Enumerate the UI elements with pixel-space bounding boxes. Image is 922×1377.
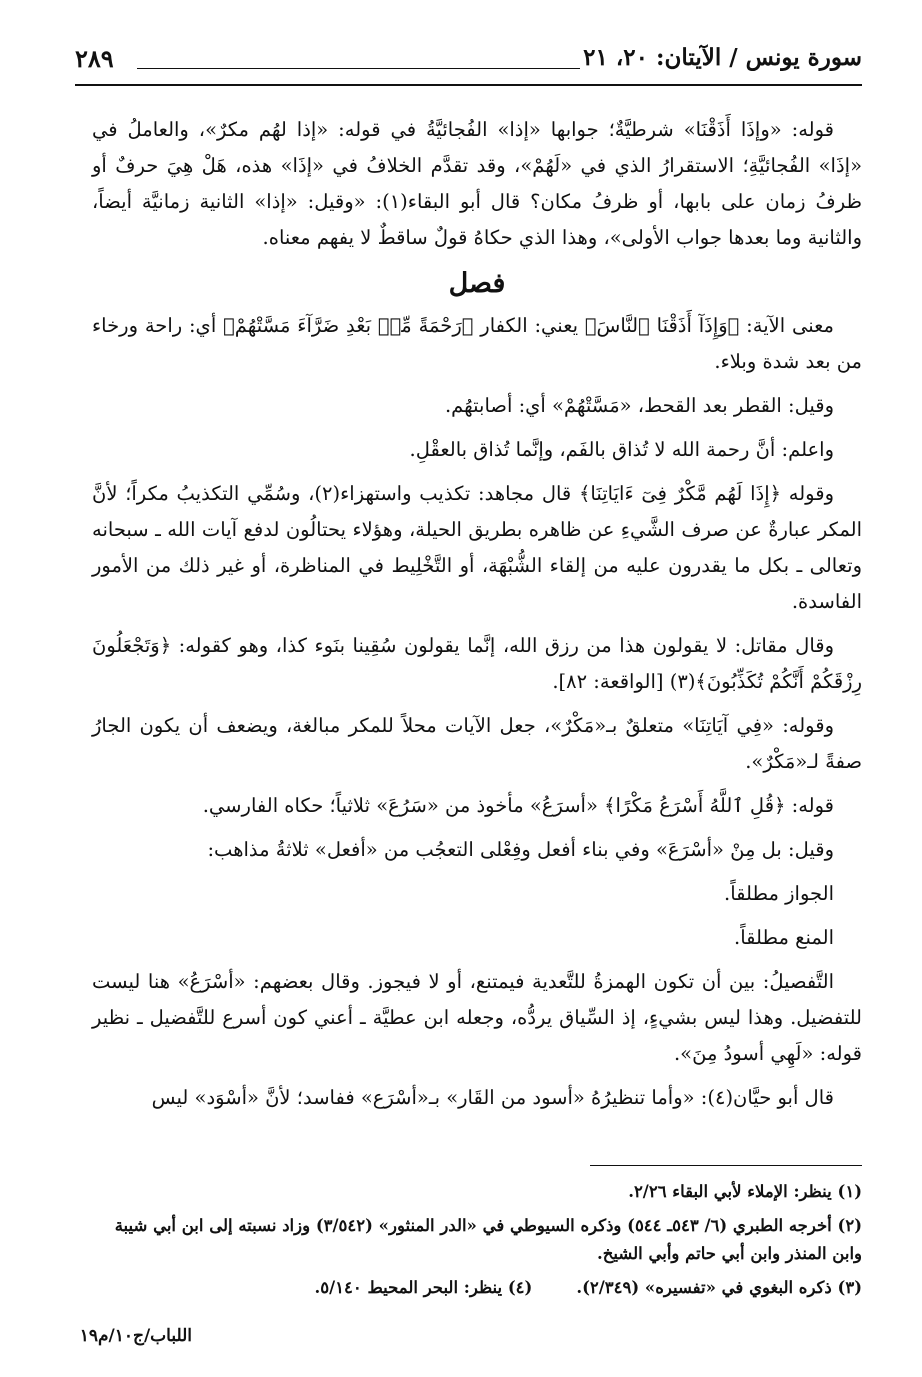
footnote: (٤) ينظر: البحر المحيط ٥/١٤٠.: [314, 1278, 533, 1297]
paragraph: وقوله: «فِي آيَاتِنَا» متعلقٌ بـ«مَكْرٌ»، جعل الآيات محلاً للمكر مبالغة، ويضعف أن يكون الجارُ صفةً لـ«مَكْرٌ».: [92, 714, 862, 773]
page-number: ٢٨٩: [75, 44, 114, 73]
footnote-separator: [590, 1165, 862, 1166]
running-title: سورة يونس / الآيتان: ٢٠، ٢١: [583, 44, 862, 71]
paragraph: قوله: «وإذَا أَذَقْنَا» شرطيَّةٌ؛ جوابها «إذا» الفُجائيَّةُ في قوله: «إذا لهُم مكرٌ»، والعاملُ في «إذَا» الفُجائيَّةِ؛ الاستقرارُ الذي في «لَهُمْ»، وقد تقدَّم الخلافُ في «إذَا» هذه، هَلْ هِيَ حرفٌ أو ظرفُ زمان على بابها، أو ظرفُ مكان؟ قال أبو البقاء(١): «وقيل: «إذا» الثانية زمانيَّة أيضاً، والثانية وما بعدها جواب الأولى»، وهذا الذي حكاهُ قولٌ ساقطٌ لا يفهم معناه.: [92, 118, 862, 249]
footnote: (١) ينظر: الإملاء لأبي البقاء ٢/٢٦.: [628, 1182, 862, 1201]
paragraph: الجواز مطلقاً.: [724, 882, 834, 905]
section-heading: فصل: [448, 268, 506, 299]
footnote: (٣) ذكره البغوي في «تفسيره» (٢/٣٤٩).: [576, 1278, 862, 1297]
header-rule: [75, 84, 862, 86]
paragraph: التَّفصيلُ: بين أن تكون الهمزةُ للتَّعدية فيمتنع، أو لا فيجوز. وقال بعضهم: «أسْرَعُ» هنا ليست للتفضيل. وهذا ليس بشيءٍ، إذ السِّياق يردُّه، وجعله ابن عطيَّة ـ أعني كون أسرع للتَّفضيل ـ نظير قوله: «لَهِي أسودُ مِنَ».: [92, 970, 862, 1065]
paragraph: واعلم: أنَّ رحمة الله لا تُذاق بالفَم، وإنَّما تُذاق بالعقْلِ.: [409, 438, 834, 461]
paragraph: المنع مطلقاً.: [734, 926, 834, 949]
paragraph: وقوله ﴿إِذَا لَهُم مَّكْرٌ فِىٓ ءَايَاتِنَا﴾ قال مجاهد: تكذيب واستهزاء(٢)، وسُمِّي التكذيبُ مكراً؛ لأنَّ المكر عبارةٌ عن صرف الشَّيءِ عن ظاهره بطريق الحيلة، وهؤلاء يحتالُون لدفع آيات الله ـ سبحانه وتعالى ـ بكل ما يقدرون عليه من إلقاء الشُّبْهَة، أو التَّخْلِيط في المناظرة، أو غير ذلك من الأمور الفاسدة.: [92, 482, 862, 613]
paragraph: وقال مقاتل: لا يقولون هذا من رزق الله، إنَّما يقولون سُقِينا بنَوء كذا، وهو كقوله: ﴿وَتَجْعَلُونَ رِزْقَكُمْ أَنَّكُمْ تُكَذِّبُونَ﴾(٣) [الواقعة: ٨٢].: [92, 634, 862, 693]
footnotes: [92, 1178, 862, 1308]
header-dash-line: [137, 68, 580, 69]
paragraph: قوله: ﴿قُلِ ٱللَّهُ أَسْرَعُ مَكْرًا﴾ «أسرَعُ» مأخوذ من «سَرُعَ» ثلاثياً؛ حكاه الفارسي.: [202, 794, 834, 817]
main-text: [92, 112, 862, 1124]
printer-signature: اللباب/ج١٠/م١٩: [79, 1326, 192, 1346]
paragraph: وقيل: بل مِنْ «أسْرَعَ» وفي بناء أفعل وفِعْلى التعجُب من «أفعل» ثلاثةُ مذاهب:: [207, 838, 834, 861]
paragraph: قال أبو حيَّان(٤): «وأما تنظيرُهُ «أسود من القَار» بـ«أسْرَع» ففاسد؛ لأنَّ «أسْوَد» ليس: [151, 1086, 834, 1109]
paragraph: وقيل: القطر بعد القحط، «مَسَّتْهُمْ» أي: أصابتهُم.: [444, 394, 834, 417]
footnote-line: [92, 1274, 862, 1302]
footnote: (٢) أخرجه الطبري (٦/ ٥٤٣ـ ٥٤٤) وذكره السيوطي في «الدر المنثور» (٣/٥٤٢) وزاد نسبته إلى ابن أبي شيبة وابن المنذر وابن أبي حاتم وأبي الشيخ.: [114, 1216, 862, 1263]
paragraph: معنى الآية: ﴿وَإِذَآ أَذَقْنَا ٱلنَّاسَ﴾ يعني: الكفار ﴿رَحْمَةً مِّنۢ بَعْدِ ضَرَّآءَ مَسَّتْهُمْ﴾ أي: راحة ورخاء من بعد شدة وبلاء.: [92, 314, 862, 373]
page-header: [75, 44, 862, 84]
